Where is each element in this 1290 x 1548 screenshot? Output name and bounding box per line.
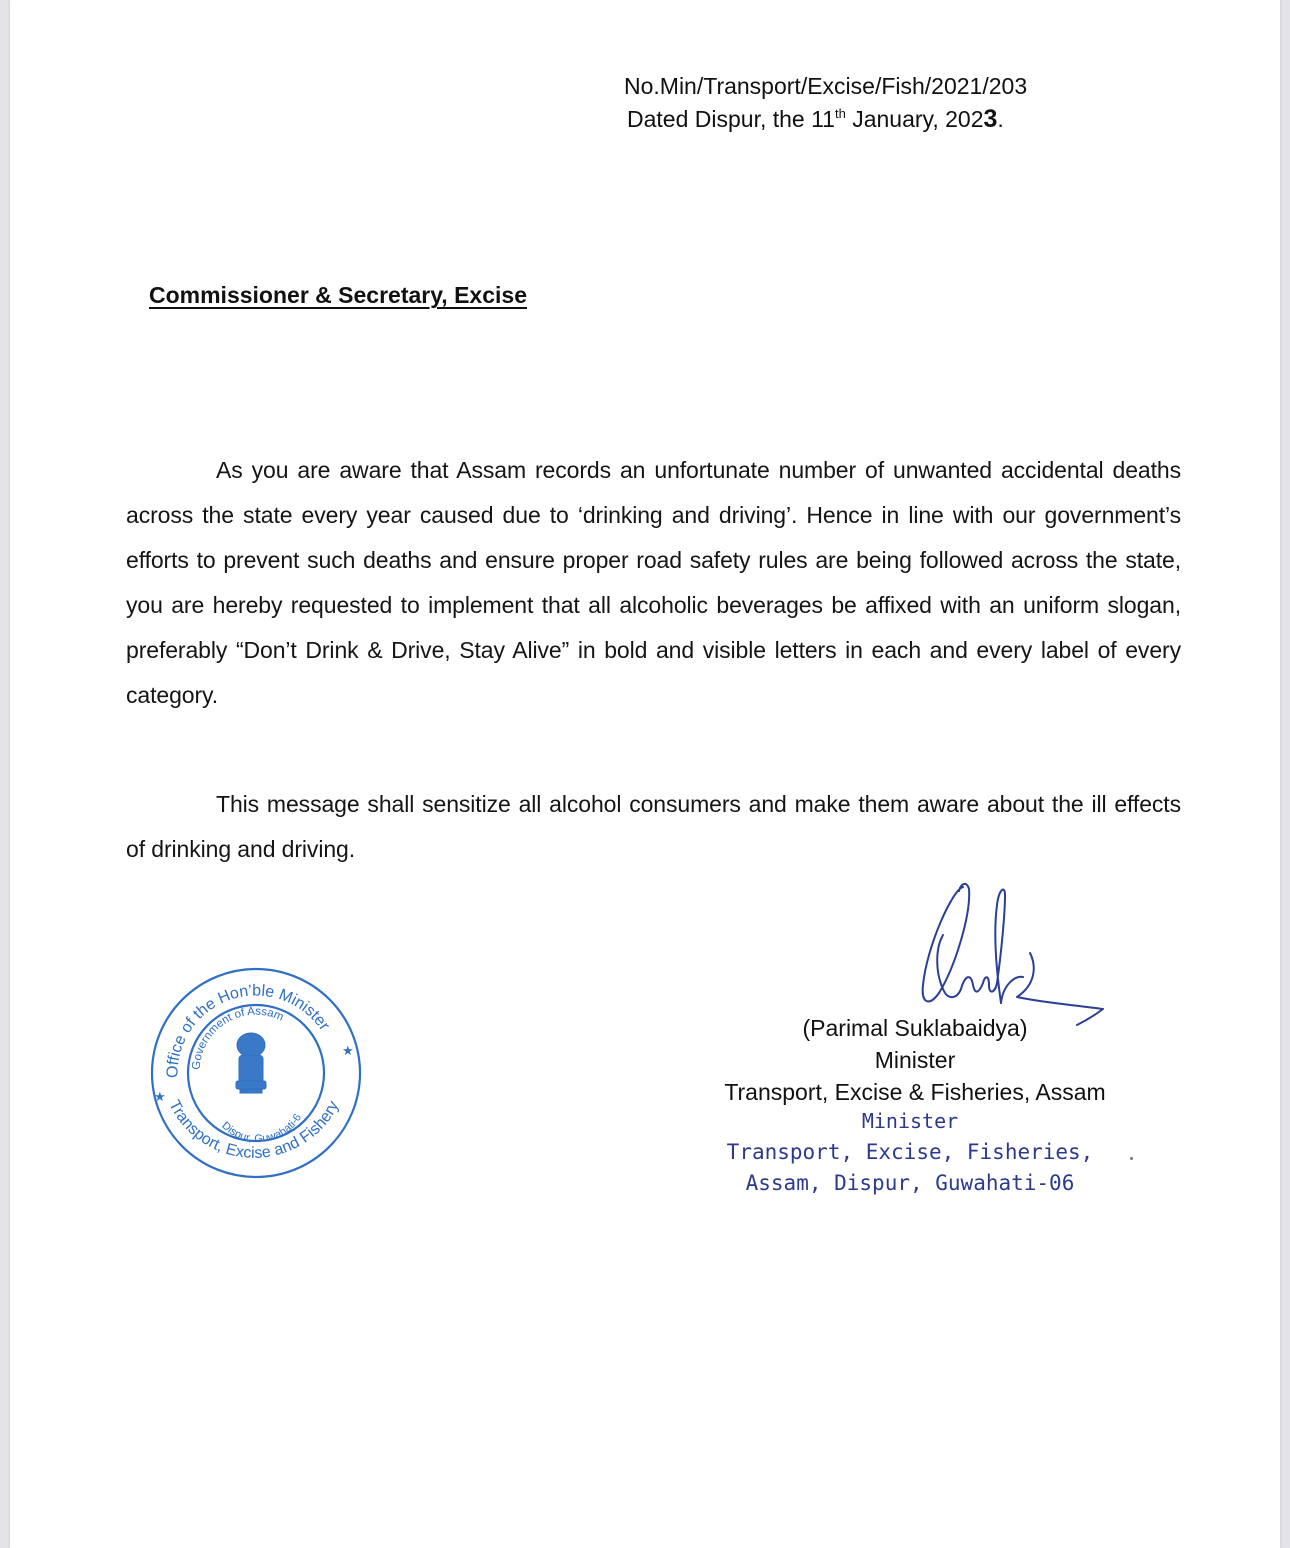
office-seal-icon <box>148 965 364 1181</box>
paragraph-1-text: As you are aware that Assam records an unfortunate number of unwanted accidental deaths across the state every year caused due to ‘drinking and driving’. Hence in line with our government’s efforts to prevent such deaths and ensure proper road safety rules are being followed across the state, you are hereby requested to implement that all alcoholic beverages be affixed with an uniform slogan, preferably “Don’t Drink & Drive, Stay Alive” in bold and visible letters in each and every label of every category. <box>126 457 1181 708</box>
svg-text:Transport, Excise and Fishery: Transport, Excise and Fishery <box>165 1097 343 1162</box>
stamp-line-3: Assam, Dispur, Guwahati-06 <box>745 1171 1075 1195</box>
date-line <box>627 100 1027 133</box>
addressee-heading: Commissioner & Secretary, Excise <box>149 282 527 308</box>
date-ordinal: th <box>834 106 846 121</box>
stamp-line-1: Minister <box>861 1109 959 1133</box>
svg-text:★: ★ <box>154 1089 166 1104</box>
paragraph-2-text: This message shall sensitize all alcohol consumers and make them aware about the ill effects of drinking and driving. <box>126 791 1181 862</box>
paragraph-2 <box>126 782 1181 872</box>
paragraph-1 <box>126 448 1181 718</box>
svg-text:Dispur, Guwahati-6: Dispur, Guwahati-6 <box>219 1111 305 1146</box>
date-prefix: Dated Dispur, the 11 <box>627 106 835 132</box>
letter-page <box>10 0 1280 1548</box>
signatory-title: Minister <box>874 1047 956 1073</box>
signatory-block <box>670 1012 1160 1108</box>
reference-block <box>624 72 1027 133</box>
svg-text:Office of the Hon’ble Minister: Office of the Hon’ble Minister <box>164 982 333 1079</box>
date-end: . <box>997 106 1004 132</box>
signatory-department: Transport, Excise & Fisheries, Assam <box>724 1079 1106 1105</box>
page-speck <box>1130 1157 1133 1160</box>
date-month-year: January, 202 <box>845 106 984 132</box>
handwritten-year-correction: 3 <box>983 105 998 133</box>
signature-icon <box>905 875 1115 1035</box>
reference-number: No.Min/Transport/Excise/Fish/2021/203 <box>624 73 1028 99</box>
svg-text:★: ★ <box>342 1043 354 1058</box>
signatory-name: (Parimal Suklabaidya) <box>802 1015 1028 1041</box>
stamp-line-2: Transport, Excise, Fisheries, <box>726 1140 1094 1164</box>
svg-text:Government of Assam: Government of Assam <box>190 1005 286 1071</box>
national-emblem-icon <box>236 1033 266 1093</box>
designation-stamp <box>700 1106 1120 1199</box>
